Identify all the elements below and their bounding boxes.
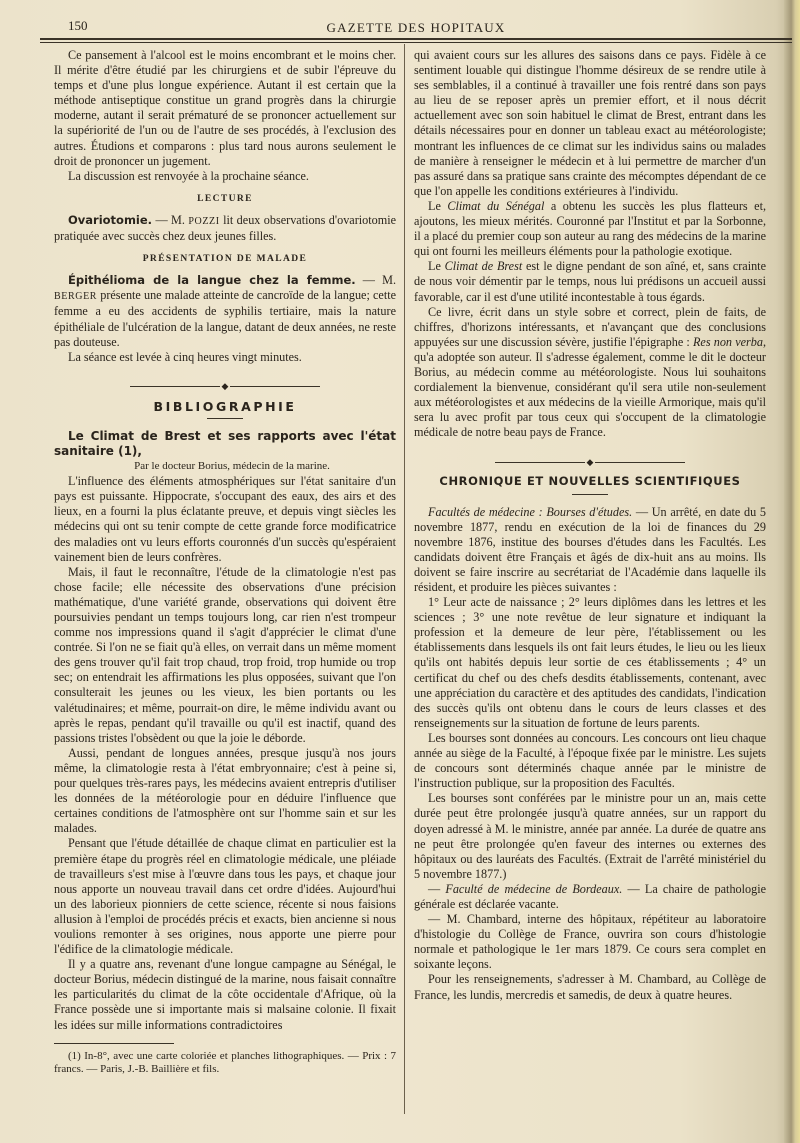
section-short-rule: [207, 418, 243, 419]
bourses-paragraph: [414, 505, 766, 596]
paragraph-discussion: La discussion est renvoyée à la prochaine séance.: [68, 168, 309, 183]
journal-title: GAZETTE DES HOPITAUX: [326, 20, 506, 35]
ornament-line-right: [595, 462, 685, 463]
column-divider: [404, 44, 405, 1114]
book-paragraph: [414, 305, 766, 441]
bordeaux-dash: —: [428, 881, 446, 896]
diamond-icon: ◆: [586, 457, 594, 468]
article-paragraph-5: Il y a quatre ans, revenant d'une longue campagne au Sénégal, le docteur Borius, médecin distingué de la marine, nous faisait connaître les particularités du climat de la côte occidentale d'Afrique, où la France possède une si importante mais si malsaine colonie. Il fixait les idées sur mille informations contradictoires: [54, 957, 396, 1032]
senegal-paragraph: [414, 199, 766, 259]
epithelioma-author: BERGER: [54, 291, 98, 303]
senegal-text: a obtenu les succès les plus flatteurs et, ajoutons, les mieux mérités. Couronné par l'Institut et par la Sorbonne, il a placé du premier coup son auteur au rang des médecins de la marine qui ont fourni les meilleurs éléments pour la pathologie exotique.: [414, 198, 767, 259]
brest-paragraph: [414, 259, 766, 304]
diamond-icon: ◆: [221, 381, 229, 392]
bibliographie-title: BIBLIOGRAPHIE: [153, 398, 297, 414]
pieces-paragraph: 1° Leur acte de naissance ; 2° leurs diplômes dans les lettres et les sciences ; 3° une note revêtue de leur signature et indiquant la profession et la demeure de leur père, l'établissement ou les établissements dans lesquels ils ont fait leurs études, le lieu ou les lieux qu'ils ont habités depuis leur sortie de ces établissements ; 4° un certificat du chef ou des chefs desdits établissements, contenant, avec une appréciation du caractère et des aptitudes des candidats, l'indication des succès qu'ils ont obtenu dans le cours de leurs classes et des renseignements sur la situation de fortune de leurs parents.: [414, 595, 766, 730]
lecture-heading: LECTURE: [197, 193, 253, 204]
article-title: [54, 429, 396, 459]
brest-text: est le digne pendant de son aîné, et, sans crainte de nous voir démentir par le temps, nous lui prédisons un accueil aussi favorable, car il est d'une utilité incontestable à tous égards.: [414, 259, 766, 304]
senegal-lead: Le: [428, 198, 448, 213]
article-paragraph-3: Aussi, pendant de longues années, presque jusqu'à nos jours même, la climatologie resta à l'état embryonnaire; c'est à peine si, pour quelques très-rares pays, les médecins avaient entrepris d'utiliser les données de la météorologie pour en déduire l'influence que certaines conditions de l'atmosphère ont sur l'homme sain et sur les malades.: [54, 745, 396, 836]
ovariotomie-lead: Ovariotomie.: [68, 212, 153, 227]
ovariotomie-text: lit deux observations d'ovariotomie pratiquée avec succès chez deux jeunes filles.: [54, 212, 396, 244]
paragraph-intro: Ce pansement à l'alcool est le moins encombrant et le moins cher. Il mérite d'être étudié par les chirurgiens et de subir l'épreuve du temps et d'une plus longue expérience. Autant il est certain que la méthode antiseptique constitue un grand progrès dans la chirurgie moderne, autant il serait prématuré de se prononcer actuellement sur la supériorité de l'un ou de l'autre de ses procédés, à l'exclusion des autres. Étudions et comparons : plus tard nous aurons seulement le droit de prononcer un jugement.: [54, 48, 396, 168]
brest-book-title: Climat de Brest: [444, 259, 523, 274]
footnote: (1) In-8°, avec une carte coloriée et planches lithographiques. — Prix : 7 francs. — Paris, J.-B. Baillière et fils.: [54, 1049, 396, 1076]
chambard-paragraph: — M. Chambard, interne des hôpitaux, répétiteur au laboratoire d'histologie du Collège de France, ouvrira son cours d'histologie normale et pathologique le 1er mars 1879. Ce cours sera complet en soixante leçons.: [414, 912, 766, 972]
bordeaux-text: — La chaire de pathologie générale est déclarée vacante.: [414, 881, 766, 911]
chronique-title: CHRONIQUE ET NOUVELLES SCIENTIFIQUES: [439, 474, 741, 489]
epithelioma-lead: Épithélioma de la langue chez la femme.: [68, 273, 356, 288]
ornament-line-right: [230, 386, 320, 387]
concours-paragraph: Les bourses sont données au concours. Les concours ont lieu chaque année au siège de la Faculté, à l'époque fixée par le ministre. Les sujets de concours sont déterminés chaque année par le ministre de l'instruction publique, sur la proposition des Facultés.: [414, 730, 766, 791]
bourses-text: — Un arrêté, en date du 5 novembre 1877, rendu en exécution de la loi de finances du 29 novembre 1876, institue des bourses d'études dans les Facultés. Les candidats doivent être Français et âgés de dix-huit ans au moins. Ils doivent se faire inscrire au secrétariat de l'Académie dans laquelle ils résident, et produire les pièces suivantes :: [414, 504, 766, 594]
article-paragraph-2: Mais, il faut le reconnaître, l'étude de la climatologie n'est pas chose facile; elle nécessite des observations d'une précision mathématique, d'une variété grande, observations qui doivent être poursuivies pendant un temps toujours long, car rien n'est trompeur comme nos impressions quand il s'agit d'apprécier le climat d'une contrée. Si l'on ne se fiait qu'à elles, on verrait dans un même moment des gens trouver qu'il fait trop chaud, trop froid, trop humide ou trop sec; on entendrait les affirmations les plus opposées, suivant que l'on consulterait les jeunes ou les vieux, les bien portants ou les valétudinaires; et même, pourrait-on dire, le même individu avant ou après le repas, pendant qu'il travaille ou qu'il est inactif, quand des passions tristes l'obsèdent ou que la joie le déborde.: [54, 564, 396, 745]
ornament-divider: [54, 379, 396, 392]
page-header: [40, 14, 792, 38]
senegal-book-title: Climat du Sénégal: [447, 198, 545, 213]
presentation-heading: PRÉSENTATION DE MALADE: [142, 254, 308, 265]
ornament-divider-right: [414, 454, 766, 468]
ovariotomie-author: POZZI: [188, 215, 220, 227]
bordeaux-paragraph: [414, 882, 766, 912]
article-note-ref: (1),: [113, 443, 142, 458]
paragraph-seance: La séance est levée à cinq heures vingt minutes.: [68, 349, 302, 364]
ovariotomie-dash: — M.: [152, 212, 189, 227]
ornament-line-left: [495, 462, 585, 463]
bourses-lead: Facultés de médecine : Bourses d'études.: [428, 504, 633, 519]
renseignements-paragraph: Pour les renseignements, s'adresser à M. Chambard, au Collège de France, les lundis, mercredis et samedis, de deux à quatre heures.: [414, 972, 766, 1002]
chronique-short-rule: [572, 494, 608, 495]
left-column: [54, 48, 396, 1077]
brest-lead: Le: [428, 259, 445, 274]
right-column: [414, 48, 766, 1003]
ovariotomie-paragraph: [54, 213, 396, 244]
article-title-text: Le Climat de Brest et ses rapports avec l'état sanitaire: [54, 428, 396, 458]
epigraph: Res non verba: [692, 334, 763, 349]
ornament-line-left: [130, 386, 220, 387]
article-paragraph-4: Pensant que l'étude détaillée de chaque climat en particulier est la première étape du progrès réel en climatologie médicale, une pléiade de travailleurs s'est mise à l'œuvre dans tous les pays, et chaque jour nous apporte un nouveau travail dans cet ordre d'idées. Aujourd'hui un des laborieux pionniers de cette science, récente si nous faisions allusion à l'emploi de procédés précis et exacts, bien ancienne si nous voulions remonter à ses origines, nous apporte une pierre pour l'édifice de la climatologie médicale.: [54, 836, 396, 957]
article-byline: Par le docteur Borius, médecin de la marine.: [134, 460, 330, 473]
epithelioma-paragraph: [54, 273, 396, 349]
book-text-a: Ce livre, écrit dans un style sobre et correct, plein de faits, de chiffres, d'horizons intéressants, et n'avançant que des conclusions appuyées sur une discussion sévère, justifie l'épigraphe :: [414, 304, 766, 349]
continued-paragraph: qui avaient cours sur les allures des saisons dans ce pays. Fidèle à ce sentiment louable qui distingue l'homme désireux de se rendre utile à ses semblables, il a continué à travailler une fois rentré dans son pays au lieu de se reposer après un premier effort, et il nous décrit actuellement avec son soin habituel le climat de Brest, entrant dans les détails nécessaires pour en donner un tableau exact au météorologiste; montrant les influences de ce climat sur les individus sains ou malades de manière à renseigner le médecin et à lui permettre de marcher d'un pas assuré dans sa pratique sans crainte des mécomptes dépendant de ce que l'on appelle les conditions extérieures à l'individu.: [414, 48, 766, 198]
book-text-b: , qu'a adoptée son auteur. Il s'adresse également, comme le dit le docteur Borius, au médecin comme au météorologiste. Nous lui souhaitons cordialement la bienvenue, considérant qu'il sera utile non-seulement aux météorologistes et aux médecins de la vieille Armorique, mais qu'il sera lu avec profit par tous ceux qui s'occupent de la climatologie médicale de notre beau pays de France.: [414, 334, 766, 440]
header-rule: [40, 38, 792, 43]
page-edge-shadow: [784, 0, 800, 1143]
page-number: 150: [68, 18, 88, 33]
footnote-rule: [54, 1043, 174, 1044]
bordeaux-lead: Faculté de médecine de Bordeaux.: [445, 881, 623, 896]
duree-paragraph: Les bourses sont conférées par le ministre pour un an, mais cette durée peut être prolongée jusqu'à quatre années, sur un rapport du doyen adressé à M. le ministre, année par année. La durée de quatre ans ne peut être prolongée qu'en faveur des internes ou externes des hôpitaux ou des lauréats des Facultés. (Extrait de l'arrêté ministériel du 5 novembre 1877.): [414, 791, 766, 881]
epithelioma-dash: — M.: [355, 273, 397, 288]
epithelioma-text: présente une malade atteinte de cancroïde de la langue; cette femme a eu des accidents de syphilis tertiaire, mais la nature épithéliale de l'ulcération de la langue, datant de deux années, ne reste pas douteuse.: [54, 288, 396, 349]
article-paragraph-1: L'influence des éléments atmosphériques sur l'état sanitaire d'un pays est puissante. Hippocrate, s'occupant des eaux, des airs et des lieux, en a fourni la plus éclatante preuve, et depuis vingt siècles les médecins qui ont su tenir compte de cette grande force modificatrice des maladies ont vu leurs efforts couronnés d'un succès qu'espéraient vainement bien de leurs confrères.: [54, 474, 396, 564]
